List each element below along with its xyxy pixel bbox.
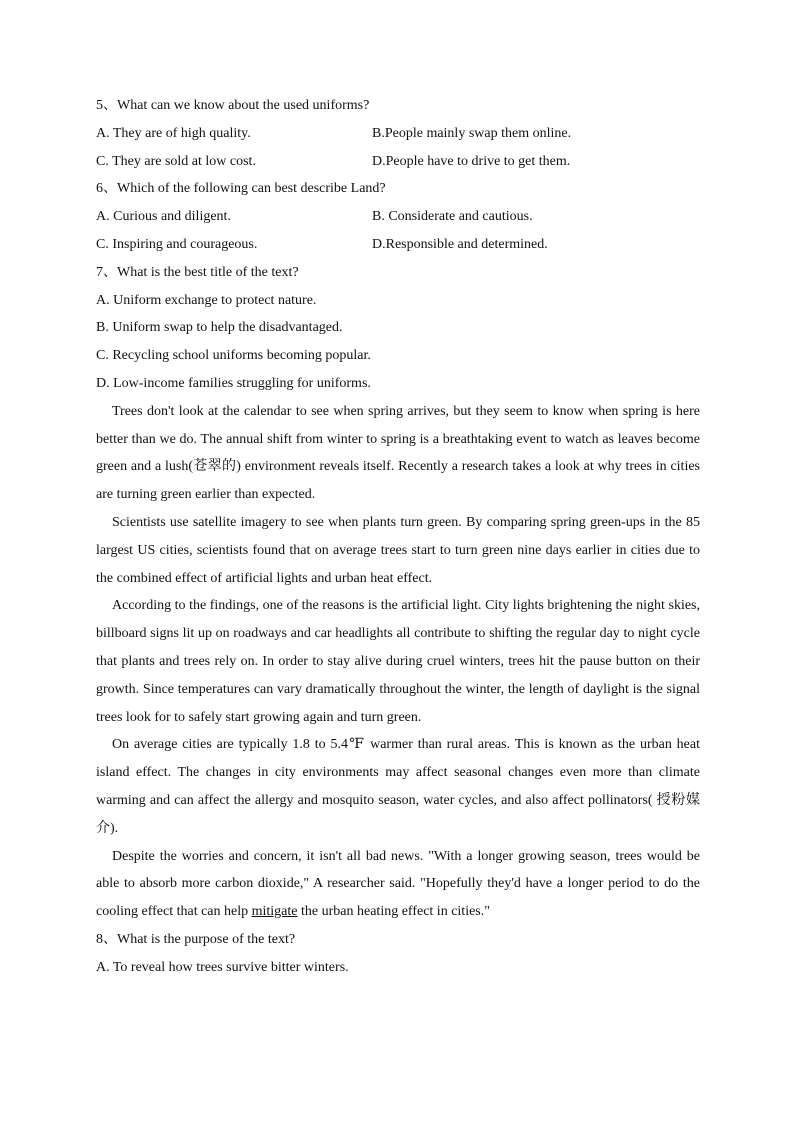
question-5-options-row-1 <box>96 120 700 148</box>
passage-paragraph-5 <box>96 843 700 926</box>
passage-paragraph-3: According to the findings, one of the reasons is the artificial light. City lights brightening the night skies, billboard signs lit up on roadways and car headlights all contribute to shifting the regular day to night cycle that plants and trees rely on. In order to stay alive during cruel winters, trees hit the pause button on their growth. Since temperatures can vary dramatically throughout the winter, the length of daylight is the signal trees look for to safely start growing again and turn green. <box>96 598 700 725</box>
underlined-word-mitigate: mitigate <box>251 904 298 920</box>
q6-option-b: B. Considerate and cautious. <box>372 209 533 225</box>
q7-option-d: D. Low-income families struggling for uniforms. <box>96 375 371 391</box>
q5-option-d: D.People have to drive to get them. <box>372 153 571 169</box>
question-8-stem: 8、What is the purpose of the text? <box>96 931 296 947</box>
question-5-options-row-2 <box>96 148 700 176</box>
q6-option-a: A. Curious and diligent. <box>96 209 231 225</box>
question-6-stem: 6、Which of the following can best describe Land? <box>96 181 386 197</box>
document-page <box>96 92 700 982</box>
q5-option-a: A. They are of high quality. <box>96 125 251 141</box>
paragraph-5-text-before: Despite the worries and concern, it isn't all bad news. "With a longer growing season, trees would be able to absorb more carbon dioxide," A researcher said. "Hopefully they'd have a longer period to do the cooling effect that can help <box>96 848 700 920</box>
q5-option-b: B.People mainly swap them online. <box>372 125 572 141</box>
question-6-options-row-1 <box>96 203 700 231</box>
q6-option-d: D.Responsible and determined. <box>372 236 548 252</box>
passage-paragraph-1: Trees don't look at the calendar to see when spring arrives, but they seem to know when spring is here better than we do. The annual shift from winter to spring is a breathtaking event to watch as leaves become green and a lush(苍翠的) environment reveals itself. Recently a research takes a look at why trees in cities are turning green earlier than expected. <box>96 403 700 503</box>
q7-option-a: A. Uniform exchange to protect nature. <box>96 292 317 308</box>
q8-option-a: A. To reveal how trees survive bitter winters. <box>96 959 349 975</box>
question-5-stem: 5、What can we know about the used uniforms? <box>96 98 370 113</box>
question-6-options-row-2 <box>96 231 700 259</box>
q5-option-c: C. They are sold at low cost. <box>96 153 256 169</box>
q7-option-b: B. Uniform swap to help the disadvantaged. <box>96 320 343 336</box>
passage-paragraph-4: On average cities are typically 1.8 to 5.4℉ warmer than rural areas. This is known as the urban heat island effect. The changes in city environments may affect seasonal changes even more than climate warming and can affect the allergy and mosquito season, water cycles, and also affect pollinators( 授粉媒介). <box>96 737 700 836</box>
q6-option-c: C. Inspiring and courageous. <box>96 236 258 252</box>
question-7-stem: 7、What is the best title of the text? <box>96 264 299 280</box>
reading-passage <box>96 398 700 926</box>
q7-option-c: C. Recycling school uniforms becoming popular. <box>96 348 371 364</box>
paragraph-5-text-after: the urban heating effect in cities." <box>297 904 490 920</box>
passage-paragraph-2: Scientists use satellite imagery to see when plants turn green. By comparing spring green-ups in the 85 largest US cities, scientists found that on average trees start to turn green nine days earlier in cities due to the combined effect of artificial lights and urban heat effect. <box>96 514 700 586</box>
